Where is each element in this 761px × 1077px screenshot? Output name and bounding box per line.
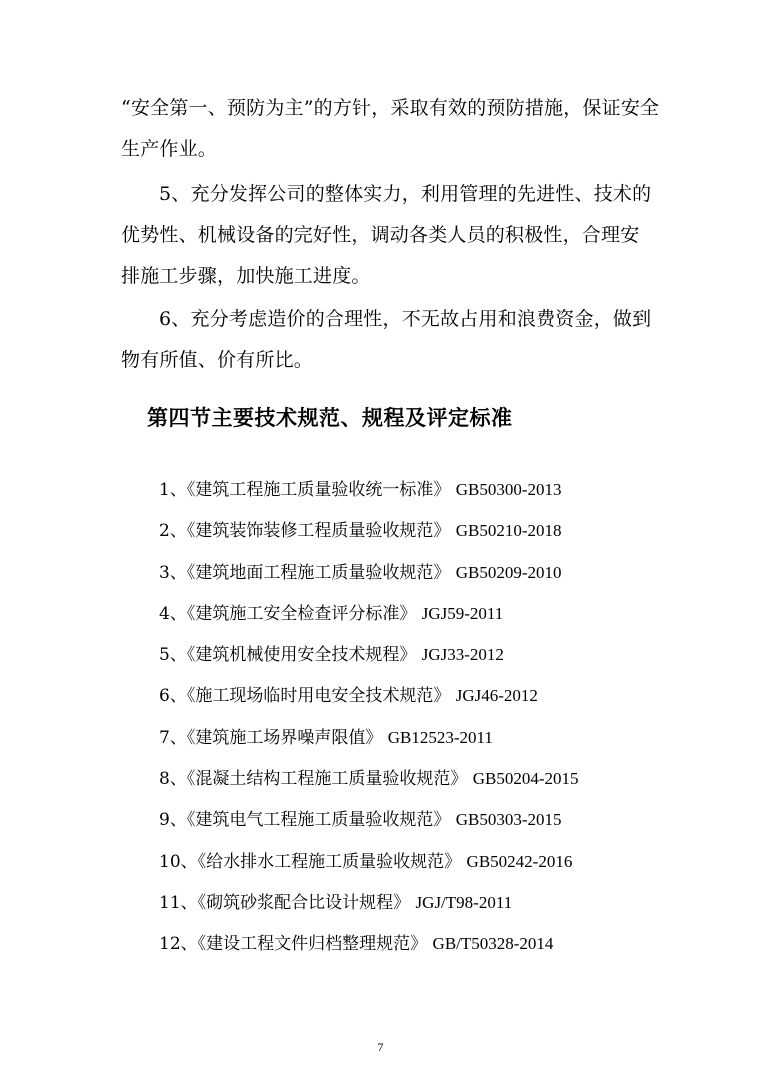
standard-item (159, 680, 579, 721)
standard-number: 7、 (159, 727, 187, 748)
standard-title: 《建筑装饰装修工程质量验收规范》 (186, 521, 451, 542)
standard-code: JGJ46-2012 (455, 686, 538, 706)
standard-item (159, 763, 579, 804)
paragraph-item-6 (121, 299, 652, 381)
standard-code: JGJ59-2011 (421, 603, 504, 623)
standard-title: 《建筑电气工程施工质量验收规范》 (186, 810, 451, 831)
standards-list (159, 474, 579, 970)
standard-code: GB50204-2015 (472, 769, 579, 789)
standard-code: GB50242-2016 (466, 851, 573, 871)
standard-number: 8、 (159, 769, 187, 790)
standard-title: 《建筑工程施工质量验收统一标准》 (186, 480, 451, 500)
paragraph-line: 物有所值、价有所比。 (121, 349, 314, 371)
standard-number: 2、 (159, 521, 187, 542)
standard-item (159, 846, 579, 887)
standard-number: 1、 (159, 480, 187, 500)
standard-title: 《砌筑砂浆配合比设计规程》 (197, 892, 411, 913)
standard-title: 《建设工程文件归档整理规范》 (197, 934, 428, 955)
standard-number: 3、 (159, 562, 187, 583)
paragraph-item-5 (121, 174, 652, 297)
standard-number: 10、 (159, 851, 198, 872)
standard-code: GB/T50328-2014 (432, 934, 554, 954)
standard-item (159, 928, 579, 969)
standard-item (159, 557, 579, 598)
standard-item (159, 639, 579, 680)
standard-number: 12、 (159, 934, 198, 955)
standard-code: JGJ33-2012 (421, 645, 504, 665)
standard-item (159, 474, 579, 515)
standard-item (159, 804, 579, 845)
standard-item (159, 722, 579, 763)
standard-number: 4、 (159, 603, 187, 624)
page-number: 7 (377, 1040, 384, 1054)
standard-number: 6、 (159, 686, 187, 707)
standard-number: 11、 (159, 892, 198, 913)
standard-title: 《建筑机械使用安全技术规程》 (186, 645, 417, 666)
standard-title: 《混凝土结构工程施工质量验收规范》 (186, 769, 468, 790)
standard-title: 《建筑施工场界噪声限值》 (186, 727, 383, 748)
standard-code: GB50209-2010 (455, 562, 562, 582)
paragraph-safety-policy (121, 88, 660, 170)
standard-title: 《给水排水工程施工质量验收规范》 (197, 851, 462, 872)
standard-number: 9、 (159, 810, 187, 831)
paragraph-line: 优势性、机械设备的完好性，调动各类人员的积极性，合理安 (121, 224, 640, 246)
paragraph-line: “安全第一、预防为主”的方针，采取有效的预防措施，保证安全 (121, 97, 660, 119)
paragraph-line: 生产作业。 (121, 138, 218, 160)
standard-title: 《建筑施工安全检查评分标准》 (186, 603, 417, 624)
standard-item (159, 887, 579, 928)
standard-code: GB50300-2013 (455, 480, 562, 499)
standard-code: JGJ/T98-2011 (415, 892, 513, 912)
standard-code: GB50210-2018 (455, 521, 562, 541)
standard-title: 《施工现场临时用电安全技术规范》 (186, 686, 451, 707)
paragraph-line: 5、充分发挥公司的整体实力，利用管理的先进性、技术的 (159, 183, 652, 205)
standard-code: GB50303-2015 (455, 810, 562, 830)
paragraph-line: 6、充分考虑造价的合理性，不无故占用和浪费资金，做到 (159, 308, 652, 330)
standard-code: GB12523-2011 (387, 727, 493, 747)
standard-number: 5、 (159, 645, 187, 666)
paragraph-line: 排施工步骤，加快施工进度。 (121, 265, 371, 287)
standard-item (159, 598, 579, 639)
standard-title: 《建筑地面工程施工质量验收规范》 (186, 562, 451, 583)
section-heading: 第四节主要技术规范、规程及评定标准 (147, 405, 513, 430)
standard-item (159, 515, 579, 556)
